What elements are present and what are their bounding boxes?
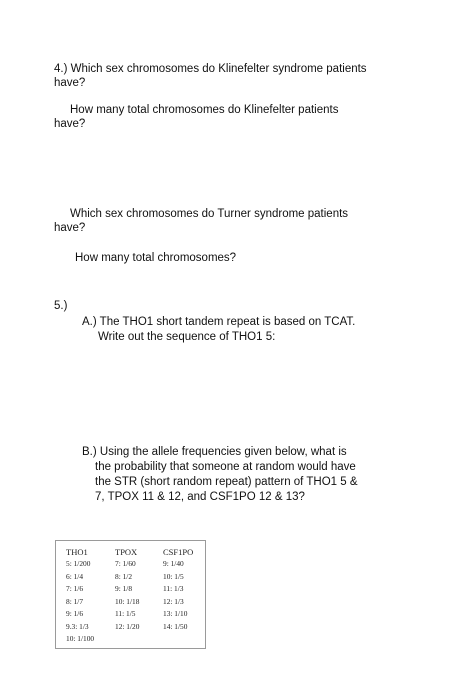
table-cell: 10: 1/18 [115,596,140,606]
turner-sex-line1: Which sex chromosomes do Turner syndrome patients [70,208,349,220]
table-cell: 9: 1/8 [115,584,133,593]
table-cell: 5: 1/200 [66,559,91,568]
table-cell: 7: 1/60 [115,559,136,568]
csf1po-column [163,546,193,633]
table-header: THO1 [66,547,88,557]
table-cell: 12: 1/3 [163,596,184,606]
turner-total: How many total chromosomes? [75,252,237,264]
question-5b-line4: 7, TPOX 11 & 12, and CSF1PO 12 & 13? [95,491,305,503]
allele-frequency-table [55,540,206,649]
table-header: CSF1PO [163,547,194,557]
table-cell: 14: 1/50 [163,621,188,631]
tpox-column [115,546,139,633]
table-cell: 9: 1/6 [66,609,84,618]
table-cell: 7: 1/6 [66,584,84,593]
klinefelter-total-line2: have? [54,118,86,130]
table-cell: 8: 1/2 [115,571,133,581]
question-4-line2: have? [54,77,86,89]
question-5b-line2: the probability that someone at random would have [95,461,356,473]
table-header: TPOX [115,547,138,557]
table-cell: 6: 1/4 [66,571,84,581]
table-cell: 10: 1/100 [66,634,95,643]
table-cell: 9: 1/40 [163,559,184,568]
table-cell: 12: 1/20 [115,621,140,631]
table-cell: 13: 1/10 [163,609,188,618]
question-5-number: 5.) [54,300,68,312]
question-5a-line1: A.) The THO1 short tandem repeat is based on TCAT. [82,316,356,328]
table-cell: 11: 1/3 [163,584,184,593]
question-4-line1: 4.) Which sex chromosomes do Klinefelter syndrome patients [54,63,367,75]
question-5b-line1: B.) Using the allele frequencies given below, what is [82,446,347,458]
table-cell: 11: 1/5 [115,609,136,618]
turner-sex-line2: have? [54,222,86,234]
table-cell: 10: 1/5 [163,571,184,581]
question-5b-line3: the STR (short random repeat) pattern of THO1 5 & [95,476,358,488]
tho1-column [66,546,94,646]
klinefelter-total-line1: How many total chromosomes do Klinefelter patients [70,104,339,116]
table-cell: 9.3: 1/3 [66,621,89,631]
question-5a-line2: Write out the sequence of THO1 5: [98,331,276,343]
table-cell: 8: 1/7 [66,596,84,606]
